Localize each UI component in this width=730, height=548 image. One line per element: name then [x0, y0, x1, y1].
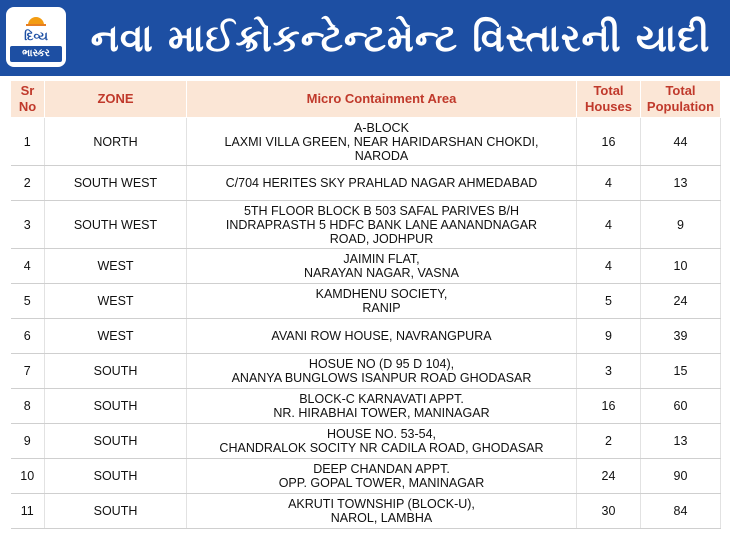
cell-zone: WEST [45, 249, 187, 284]
col-header-total-houses: Total Houses [577, 81, 641, 118]
col-header-sr-no: Sr No [11, 81, 45, 118]
cell-area: C/704 HERITES SKY PRAHLAD NAGAR AHMEDABAD [187, 166, 577, 201]
cell-population: 90 [641, 459, 721, 494]
table-row [11, 424, 721, 459]
cell-sr: 11 [11, 494, 45, 529]
cell-houses: 9 [577, 319, 641, 354]
cell-population: 24 [641, 284, 721, 319]
cell-area: JAIMIN FLAT, NARAYAN NAGAR, VASNA [187, 249, 577, 284]
cell-sr: 4 [11, 249, 45, 284]
cell-area: HOUSE NO. 53-54, CHANDRALOK SOCITY NR CADILA ROAD, GHODASAR [187, 424, 577, 459]
table-row [11, 118, 721, 166]
sun-icon [26, 12, 46, 26]
cell-houses: 16 [577, 118, 641, 166]
cell-zone: SOUTH [45, 459, 187, 494]
cell-sr: 2 [11, 166, 45, 201]
table-row [11, 459, 721, 494]
cell-sr: 8 [11, 389, 45, 424]
col-header-area: Micro Containment Area [187, 81, 577, 118]
cell-zone: SOUTH WEST [45, 201, 187, 249]
table-row [11, 494, 721, 529]
cell-population: 15 [641, 354, 721, 389]
table-row [11, 354, 721, 389]
cell-zone: WEST [45, 319, 187, 354]
cell-population: 9 [641, 201, 721, 249]
containment-table-wrapper [10, 80, 720, 529]
cell-houses: 5 [577, 284, 641, 319]
cell-sr: 1 [11, 118, 45, 166]
table-row [11, 249, 721, 284]
cell-houses: 4 [577, 249, 641, 284]
cell-population: 39 [641, 319, 721, 354]
cell-houses: 3 [577, 354, 641, 389]
divya-bhaskar-logo [6, 7, 66, 67]
cell-sr: 9 [11, 424, 45, 459]
cell-houses: 24 [577, 459, 641, 494]
cell-houses: 16 [577, 389, 641, 424]
header-banner [0, 0, 730, 76]
table-row [11, 389, 721, 424]
cell-houses: 2 [577, 424, 641, 459]
cell-population: 13 [641, 424, 721, 459]
cell-zone: WEST [45, 284, 187, 319]
table-header-row [11, 81, 721, 118]
page-title: નવા માઈક્રોકન્ટેન્ટમેન્ટ વિસ્તારની યાદી [90, 16, 711, 60]
cell-sr: 5 [11, 284, 45, 319]
cell-area: BLOCK-C KARNAVATI APPT. NR. HIRABHAI TOWER, MANINAGAR [187, 389, 577, 424]
cell-area: A-BLOCK LAXMI VILLA GREEN, NEAR HARIDARSHAN CHOKDI, NARODA [187, 118, 577, 166]
cell-sr: 3 [11, 201, 45, 249]
table-row [11, 284, 721, 319]
cell-population: 84 [641, 494, 721, 529]
cell-area: DEEP CHANDAN APPT. OPP. GOPAL TOWER, MANINAGAR [187, 459, 577, 494]
cell-area: AVANI ROW HOUSE, NAVRANGPURA [187, 319, 577, 354]
cell-sr: 10 [11, 459, 45, 494]
cell-zone: SOUTH [45, 424, 187, 459]
logo-text-bottom: ભાસ્કર [10, 46, 62, 62]
containment-table [10, 80, 721, 529]
cell-area: KAMDHENU SOCIETY, RANIP [187, 284, 577, 319]
cell-sr: 6 [11, 319, 45, 354]
cell-area: AKRUTI TOWNSHIP (BLOCK-U), NAROL, LAMBHA [187, 494, 577, 529]
cell-population: 44 [641, 118, 721, 166]
table-row [11, 166, 721, 201]
cell-zone: NORTH [45, 118, 187, 166]
cell-population: 13 [641, 166, 721, 201]
cell-zone: SOUTH WEST [45, 166, 187, 201]
cell-houses: 30 [577, 494, 641, 529]
cell-houses: 4 [577, 166, 641, 201]
cell-area: 5TH FLOOR BLOCK B 503 SAFAL PARIVES B/H INDRAPRASTH 5 HDFC BANK LANE AANANDNAGAR ROAD, JODHPUR [187, 201, 577, 249]
cell-zone: SOUTH [45, 389, 187, 424]
cell-population: 60 [641, 389, 721, 424]
table-row [11, 201, 721, 249]
cell-area: HOSUE NO (D 95 D 104), ANANYA BUNGLOWS ISANPUR ROAD GHODASAR [187, 354, 577, 389]
table-row [11, 319, 721, 354]
col-header-zone: ZONE [45, 81, 187, 118]
col-header-total-population: Total Population [641, 81, 721, 118]
cell-sr: 7 [11, 354, 45, 389]
cell-houses: 4 [577, 201, 641, 249]
logo-text-top: દિવ્ય [24, 29, 48, 43]
cell-zone: SOUTH [45, 494, 187, 529]
cell-zone: SOUTH [45, 354, 187, 389]
cell-population: 10 [641, 249, 721, 284]
